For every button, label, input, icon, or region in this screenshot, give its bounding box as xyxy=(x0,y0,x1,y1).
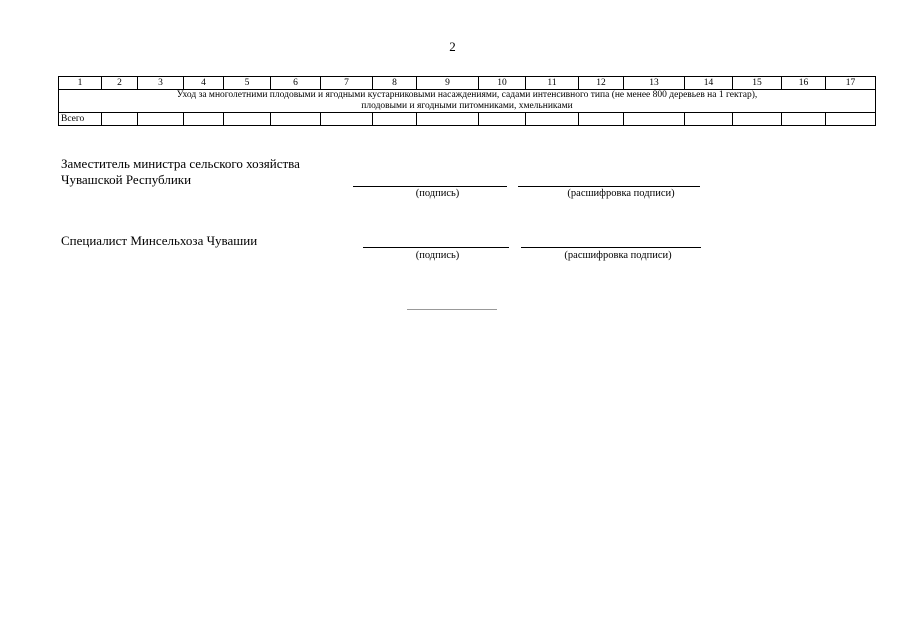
table-cell xyxy=(271,113,321,126)
end-rule xyxy=(407,309,497,310)
table-cell xyxy=(224,113,271,126)
table-cell xyxy=(138,113,184,126)
column-number: 17 xyxy=(826,77,876,90)
deputy-decoding-line xyxy=(518,186,700,187)
specialist-signature-caption: (подпись) xyxy=(415,250,460,261)
page-number: 2 xyxy=(449,39,456,54)
column-number: 11 xyxy=(526,77,579,90)
specialist-signature-line xyxy=(363,247,509,248)
deputy-minister-title-line-2: Чувашской Республики xyxy=(61,172,192,187)
column-number: 7 xyxy=(321,77,373,90)
deputy-decoding-caption: (расшифровка подписи) xyxy=(567,188,675,199)
table-cell xyxy=(826,113,876,126)
section-title-line-1: Уход за многолетними плодовыми и ягодными кустарниковыми насаждениями, садами интенсивного типа (не менее 800 деревьев на 1 гектар), xyxy=(176,90,758,100)
table-cell xyxy=(526,113,579,126)
specialist-decoding-caption: (расшифровка подписи) xyxy=(564,250,672,261)
table-cell xyxy=(102,113,138,126)
column-number: 10 xyxy=(479,77,526,90)
column-number: 3 xyxy=(138,77,184,90)
table-cell xyxy=(373,113,417,126)
deputy-signature-caption: (подпись) xyxy=(415,188,460,199)
column-number: 16 xyxy=(782,77,826,90)
column-number: 14 xyxy=(685,77,733,90)
table-cell xyxy=(321,113,373,126)
total-label: Всего xyxy=(59,113,102,126)
deputy-minister-title-line-1: Заместитель министра сельского хозяйства xyxy=(61,156,300,171)
column-number: 12 xyxy=(579,77,624,90)
table-cell xyxy=(184,113,224,126)
column-number: 8 xyxy=(373,77,417,90)
specialist-title: Специалист Минсельхоза Чувашии xyxy=(61,233,258,248)
table-cell xyxy=(417,113,479,126)
column-number: 2 xyxy=(102,77,138,90)
section-title-row xyxy=(59,90,876,113)
table-cell xyxy=(733,113,782,126)
table-cell xyxy=(685,113,733,126)
column-number: 6 xyxy=(271,77,321,90)
table-cell xyxy=(579,113,624,126)
specialist-decoding-line xyxy=(521,247,701,248)
column-number: 5 xyxy=(224,77,271,90)
column-number: 13 xyxy=(624,77,685,90)
deputy-signature-line xyxy=(353,186,507,187)
section-title xyxy=(59,90,876,113)
table-cell xyxy=(782,113,826,126)
column-number-row xyxy=(59,77,876,90)
report-table xyxy=(58,76,876,126)
section-title-line-2: плодовыми и ягодными питомниками, хмельниками xyxy=(361,101,573,111)
deputy-minister-title xyxy=(61,156,300,188)
column-number: 9 xyxy=(417,77,479,90)
column-number: 15 xyxy=(733,77,782,90)
column-number: 4 xyxy=(184,77,224,90)
table-cell xyxy=(624,113,685,126)
table-cell xyxy=(479,113,526,126)
column-number: 1 xyxy=(59,77,102,90)
total-row xyxy=(59,113,876,126)
